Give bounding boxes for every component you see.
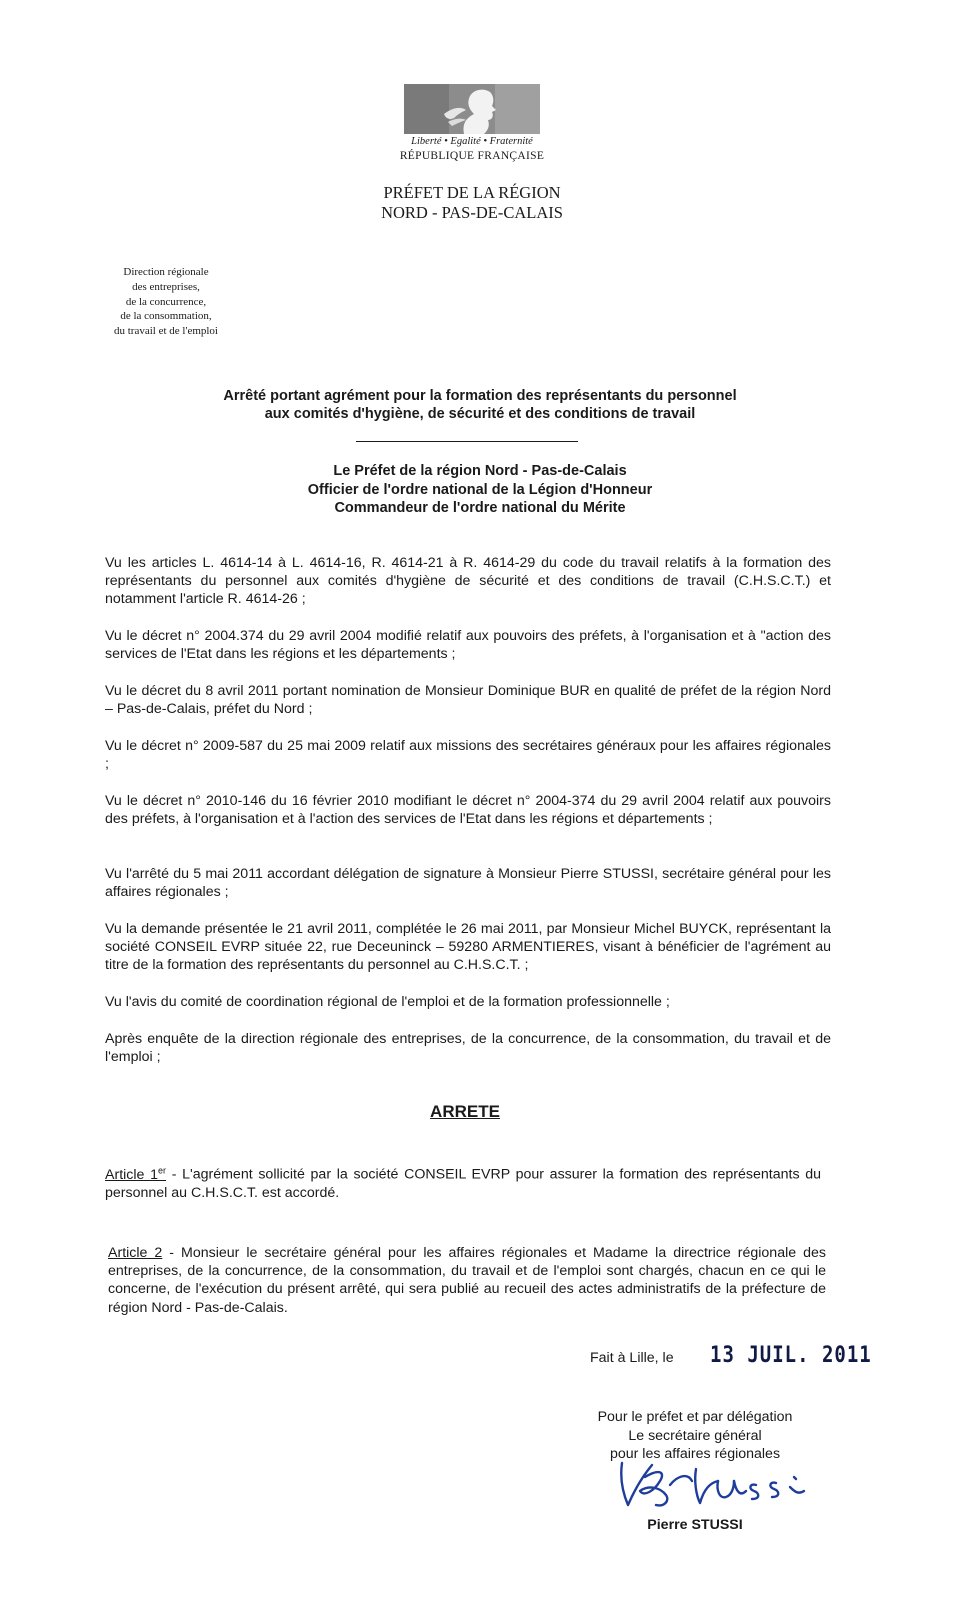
authority-line: Commandeur de l'ordre national du Mérite bbox=[334, 500, 626, 516]
republic-name: RÉPUBLIQUE FRANÇAISE bbox=[399, 150, 545, 162]
direction-line: des entreprises, bbox=[132, 280, 200, 293]
direction-line: de la consommation, bbox=[120, 310, 212, 323]
consideration-paragraph: Vu la demande présentée le 21 avril 2011, complétée le 26 mai 2011, par Monsieur Michel BUYCK, représentant la société CONSEIL EVRP située 22, rue Deceuninck – 59280 ARMENTIERES, visant à bénéficier de l'agrément au titre de la formation des représentants du personnel au C.H.S.C.T. ; bbox=[105, 921, 831, 974]
handwritten-signature bbox=[600, 1425, 830, 1520]
decree-title bbox=[140, 387, 820, 423]
consideration-paragraph: Vu l'avis du comité de coordination régional de l'emploi et de la formation professionnelle ; bbox=[105, 994, 670, 1010]
delegation-line: Pour le préfet et par délégation bbox=[597, 1409, 793, 1425]
decree-title-line: aux comités d'hygiène, de sécurité et des conditions de travail bbox=[264, 406, 696, 422]
article-1 bbox=[105, 1161, 821, 1202]
article-2 bbox=[108, 1244, 826, 1317]
consideration-paragraph: Vu le décret n° 2004.374 du 29 avril 2004 modifié relatif aux pouvoirs des préfets, à l'organisation et à "action des services de l'Etat dans les régions et les départements ; bbox=[105, 628, 831, 663]
decree-title-line: Arrêté portant agrément pour la formation des représentants du personnel bbox=[223, 388, 737, 404]
consideration-paragraph: Vu le décret n° 2009-587 du 25 mai 2009 relatif aux missions des secrétaires généraux pour les affaires régionales ; bbox=[105, 738, 831, 773]
article-1-label-sup: er bbox=[158, 1165, 167, 1175]
marianne-logo bbox=[404, 84, 540, 134]
republic-motto: Liberté • Egalité • Fraternité bbox=[411, 136, 533, 147]
article-1-text: - L'agrément sollicité par la société CONSEIL EVRP pour assurer la formation des représentants du personnel au C.H.S.C.T. est accordé. bbox=[105, 1166, 821, 1201]
signer-name: Pierre STUSSI bbox=[647, 1517, 743, 1533]
issuing-direction bbox=[95, 265, 237, 339]
delegation-line: pour les affaires régionales bbox=[609, 1446, 781, 1462]
prefecture-title bbox=[330, 183, 614, 223]
direction-line: de la concurrence, bbox=[125, 295, 207, 308]
direction-line: du travail et de l'emploi bbox=[113, 325, 218, 338]
article-1-label-text: Article 1 bbox=[105, 1166, 158, 1183]
prefecture-title-line: NORD - PAS-DE-CALAIS bbox=[381, 203, 563, 222]
date-stamp: 13 JUIL. 2011 bbox=[710, 1342, 872, 1368]
authority-line: Officier de l'ordre national de la Légion d'Honneur bbox=[307, 481, 653, 498]
consideration-paragraph: Vu l'arrêté du 5 mai 2011 accordant délégation de signature à Monsieur Pierre STUSSI, secrétaire général pour les affaires régionales ; bbox=[105, 866, 831, 901]
delegation-line: Le secrétaire général bbox=[628, 1427, 762, 1444]
decision-heading: ARRETE bbox=[430, 1102, 500, 1121]
consideration-paragraph: Vu les articles L. 4614-14 à L. 4614-16, R. 4614-21 à R. 4614-29 du code du travail relatifs à la formation des représentants du personnel aux comités d'hygiène de sécurité et des conditions de travail (C.H.S.C.T.) et notamment l'article R. 4614-26 ; bbox=[105, 555, 831, 608]
authority-block bbox=[160, 462, 800, 518]
title-divider bbox=[356, 441, 578, 442]
consideration-paragraph: Après enquête de la direction régionale des entreprises, de la concurrence, de la consommation, du travail et de l'emploi ; bbox=[105, 1031, 831, 1066]
consideration-paragraph: Vu le décret du 8 avril 2011 portant nomination de Monsieur Dominique BUR en qualité de préfet de la région Nord – Pas-de-Calais, préfet du Nord ; bbox=[105, 683, 831, 718]
article-2-text: - Monsieur le secrétaire général pour les affaires régionales et Madame la directrice régionale des entreprises, de la concurrence, de la consommation, du travail et de l'emploi sont chargés, chacun en ce qui le concerne, de l'exécution du présent arrêté, qui sera publié au recueil des actes administratifs de la préfecture de région Nord - Pas-de-Calais. bbox=[108, 1245, 826, 1316]
article-1-label bbox=[105, 1167, 166, 1183]
place-of-signing: Fait à Lille, le bbox=[590, 1350, 674, 1366]
consideration-paragraph: Vu le décret n° 2010-146 du 16 février 2010 modifiant le décret n° 2004-374 du 29 avril 2004 relatif aux pouvoirs des préfets, à l'organisation et à l'action des services de l'Etat dans les régions et départements ; bbox=[105, 793, 831, 828]
prefecture-title-line: PRÉFET DE LA RÉGION bbox=[383, 183, 561, 202]
direction-line: Direction régionale bbox=[123, 266, 209, 278]
article-2-label: Article 2 bbox=[108, 1245, 163, 1261]
authority-line: Le Préfet de la région Nord - Pas-de-Calais bbox=[333, 463, 627, 479]
